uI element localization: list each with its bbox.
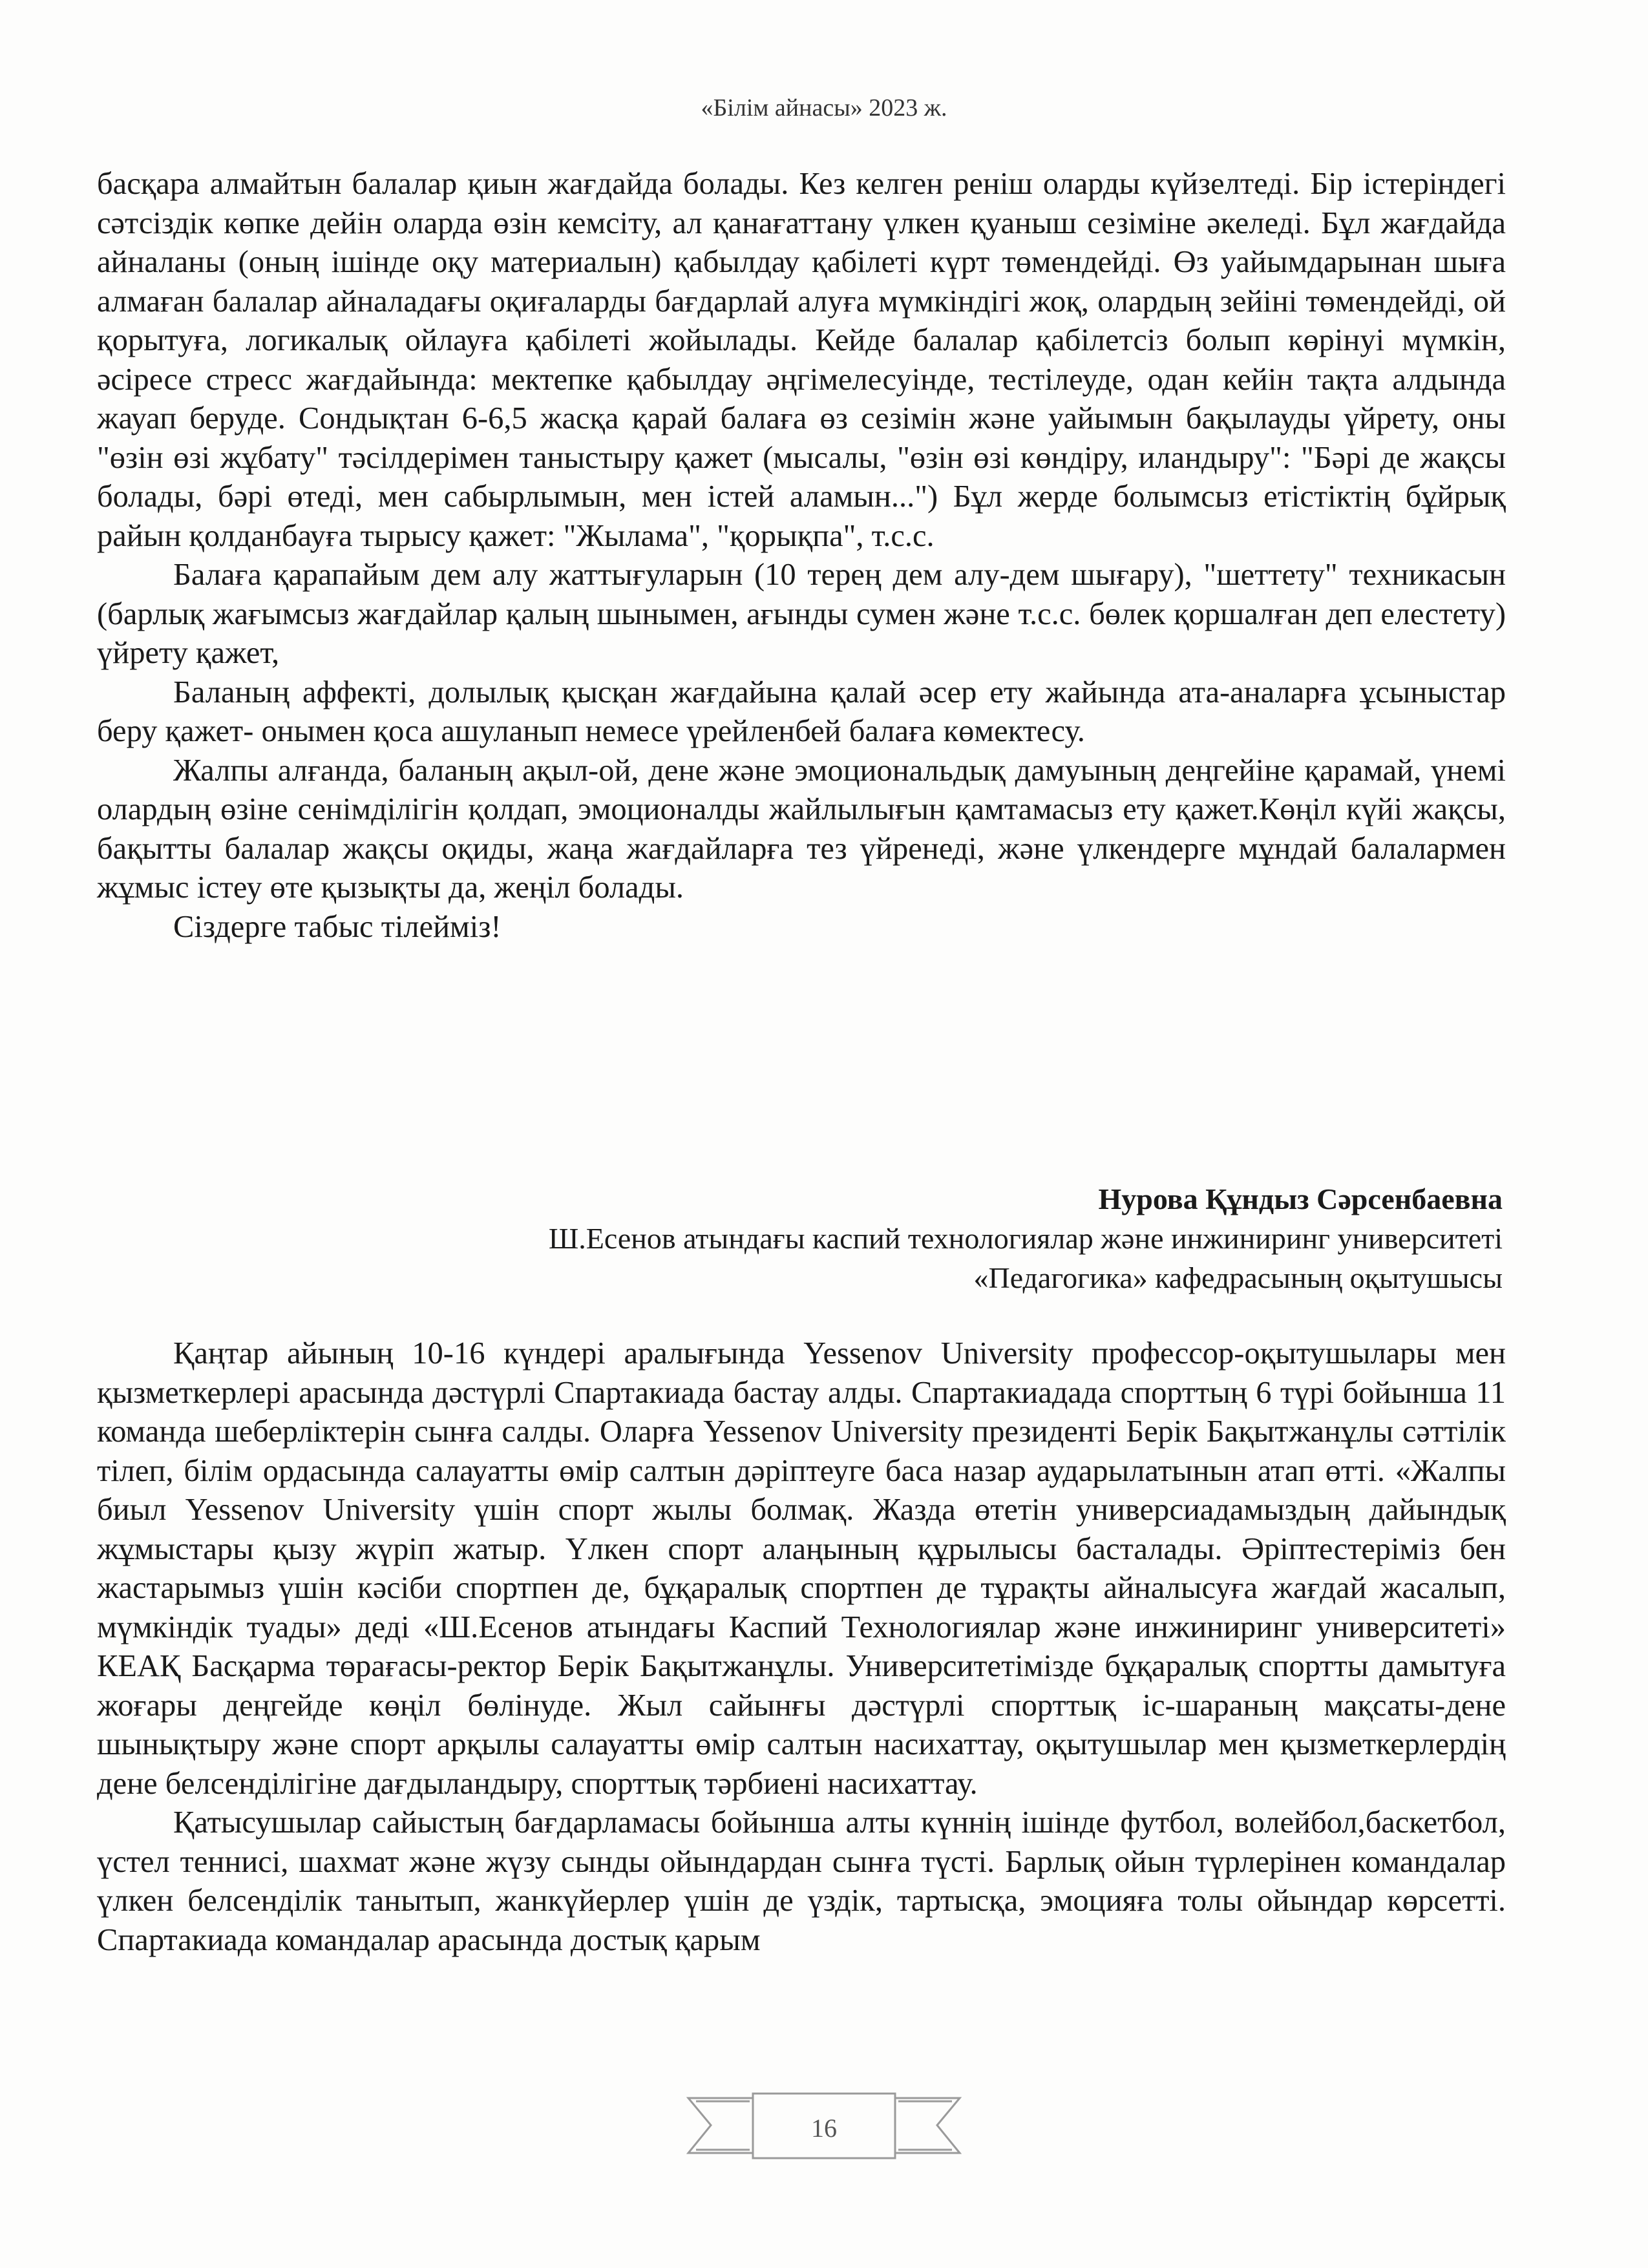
paragraph: Баланың аффекті, долылық қысқан жағдайына қалай әсер ету жайында ата-аналарға ұсыныстар беру қажет- онымен қоса ашуланып немесе үрейленбей балаға көмектесу. (97, 675, 1506, 748)
page-number: 16 (811, 2114, 837, 2143)
author-position: «Педагогика» кафедрасының оқытушысы (973, 1261, 1503, 1294)
author-affiliation: Ш.Есенов атындағы каспий технологиялар және инжиниринг университеті (548, 1222, 1503, 1255)
paragraph: Балаға қарапайым дем алу жаттығуларын (10 терең дем алу-дем шығару), "шеттету" техникасын (барлық жағымсыз жағдайлар қалың шынымен, ағынды сумен және т.с.с. бөлек қоршалған деп елестету) үйрету қажет, (97, 558, 1506, 670)
paragraph: Қатысушылар сайыстың бағдарламасы бойынша алты күннің ішінде футбол, волейбол,баскетбол, үстел теннисі, шахмат және жүзу сынды ойындардан сынға түсті. Барлық ойын түрлерінен командалар үлкен белсенділік танытып, жанкүйерлер үшін де үздік, тартысқа, эмоцияға толы ойындар көрсетті. Спартакиада командалар арасында достық қарым (97, 1805, 1506, 1957)
article-continuation (97, 165, 1506, 947)
paragraph: Қаңтар айының 10-16 күндері аралығында Yessenov University профессор-оқытушылары мен қызметкерлері арасында дәстүрлі Спартакиада бастау алды. Спартакиадада спорттың 6 түрі бойынша 11 команда шеберліктерін сынға салды. Оларға Yessenov University президенті Берік Бақытжанұлы сәттілік тілеп, білім ордасында салауатты өмір салтын дәріптеуге баса назар аударылатынын атап өтті. «Жалпы биыл Yessenov University үшін спорт жылы болмақ. Жазда өтетін универсиадамыздың дайындық жұмыстары қызу жүріп жатыр. Үлкен спорт алаңының құрылысы басталады. Әріптестеріміз бен жастарымыз үшін кәсіби спортпен де, бұқаралық спортпен де тұрақты айналысуға жағдай жасалып, мүмкіндік туады» деді «Ш.Есенов атындағы Каспий Технологиялар және инжиниринг университеті» КЕАҚ Басқарма төрағасы-ректор Берік Бақытжанұлы. Университетімізде бұқаралық спортты дамытуға жоғары деңгейде көңіл бөлінуде. Жыл сайынғы дәстүрлі спорттық іс-шараның мақсаты-дене шынықтыру және спорт арқылы салауатты өмір салтын насихаттау, оқытушылар мен қызметкерлердің дене белсенділігіне дағдыландыру, спорттық тәрбиені насихаттау. (97, 1336, 1506, 1801)
paragraph: Жалпы алғанда, баланың ақыл-ой, дене және эмоциональдық дамуының деңгейіне қарамай, үнемі олардың өзіне сенімділігін қолдап, эмоционалды жайлылығын қамтамасыз ету қажет.Көңіл күйі жақсы, бақытты балалар жақсы оқиды, жаңа жағдайларға тез үйренеді, және үлкендерге мұндай балалармен жұмыс істеу өте қызықты да, жеңіл болады. (97, 753, 1506, 905)
article-body (97, 1334, 1506, 1960)
author-name: Нурова Құндыз Сәрсенбаевна (1098, 1182, 1503, 1215)
closing-wish: Сіздерге табыс тілейміз! (173, 909, 502, 944)
page-number-ornament (682, 2088, 966, 2166)
paragraph: басқара алмайтын балалар қиын жағдайда болады. Кез келген реніш оларды күйзелтеді. Бір істеріндегі сәтсіздік көпке дейін оларда өзін кемсіту, ал қанағаттану үлкен қуаныш сезіміне әкеледі. Бұл жағдайда айналаны (оның ішінде оқу материалын) қабылдау қабілеті күрт төмендейді. Өз уайымдарынан шыға алмаған балалар айналадағы оқиғаларды бағдарлай алуға мүмкіндігі жоқ, олардың зейіні төмендейді, ой қорытуға, логикалық ойлауға қабілеті жойылады. Кейде балалар қабілетсіз болып көрінуі мүмкін, әсіресе стресс жағдайында: мектепке қабылдау әңгімелесуінде, тестілеуде, одан кейін тақта алдында жауап беруде. Сондықтан 6-6,5 жасқа қарай балаға өз сезімін және уайымын бақылауды үйрету, оны "өзін өзі жұбату" тәсілдерімен таныстыру қажет (мысалы, "өзін өзі көндіру, иландыру": "Бәрі де жақсы болады, бәрі өтеді, мен сабырлымын, мен істей аламын...") Бұл жерде болымсыз етістіктің бұйрық райын қолданбауға тырысу қажет: "Жылама", "қорықпа", т.с.с. (97, 167, 1506, 553)
running-header: «Білім айнасы» 2023 ж. (701, 94, 947, 121)
author-block (549, 1179, 1503, 1297)
